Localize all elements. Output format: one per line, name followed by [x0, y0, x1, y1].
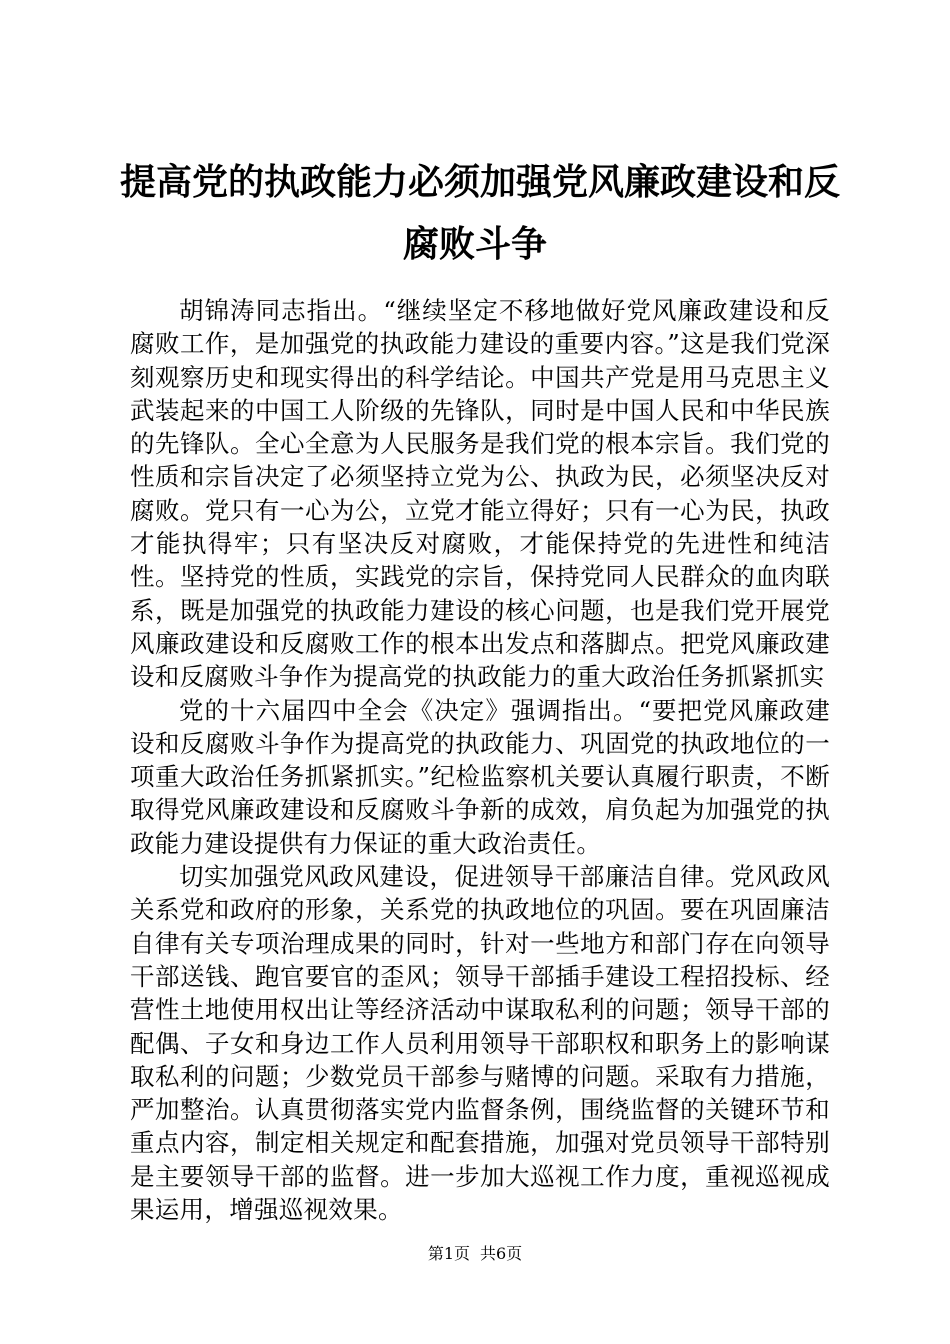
- paragraph-2: 党的十六届四中全会《决定》强调指出。“要把党风廉政建设和反腐败斗争作为提高党的执政能力、巩固党的执政地位的一项重大政治任务抓紧抓实。”纪检监察机关要认真履行职责，不断取得党风廉政建设和反腐败斗争新的成效，肩负起为加强党的执政能力建设提供有力保证的重大政治责任。: [130, 695, 830, 858]
- document-title-line-2: 腐败斗争: [402, 224, 547, 265]
- paragraph-1: 胡锦涛同志指出。“继续坚定不移地做好党风廉政建设和反腐败工作，是加强党的执政能力建设的重要内容。”这是我们党深刻观察历史和现实得出的科学结论。中国共产党是用马克思主义武装起来的中国工人阶级的先锋队，同时是中国人民和中华民族的先锋队。全心全意为人民服务是我们党的根本宗旨。我们党的性质和宗旨决定了必须坚持立党为公、执政为民，必须坚决反对腐败。党只有一心为公，立党才能立得好；只有一心为民，执政才能执得牢；只有坚决反对腐败，才能保持党的先进性和纯洁性。坚持党的性质，实践党的宗旨，保持党同人民群众的血肉联系，既是加强党的执政能力建设的核心问题，也是我们党开展党风廉政建设和反腐败工作的根本出发点和落脚点。把党风廉政建设和反腐败斗争作为提高党的执政能力的重大政治任务抓紧抓实: [130, 296, 830, 692]
- page-footer: [0, 1244, 950, 1264]
- page-total: 共6页: [480, 1244, 523, 1263]
- paragraph-3: 切实加强党风政风建设，促进领导干部廉洁自律。党风政风关系党和政府的形象，关系党的执政地位的巩固。要在巩固廉洁自律有关专项治理成果的同时，针对一些地方和部门存在向领导干部送钱、跑官要官的歪风；领导干部插手建设工程招投标、经营性土地使用权出让等经济活动中谋取私利的问题；领导干部的配偶、子女和身边工作人员利用领导干部职权和职务上的影响谋取私利的问题；少数党员干部参与赌博的问题。采取有力措施，严加整治。认真贯彻落实党内监督条例，围绕监督的关键环节和重点内容，制定相关规定和配套措施，加强对党员领导干部特别是主要领导干部的监督。进一步加大巡视工作力度，重视巡视成果运用，增强巡视效果。: [130, 862, 830, 1225]
- document-body: [130, 294, 830, 1226]
- document-title-line-1: 提高党的执政能力必须加强党风廉政建设和反: [120, 162, 841, 203]
- page-number: 第1页: [427, 1244, 470, 1263]
